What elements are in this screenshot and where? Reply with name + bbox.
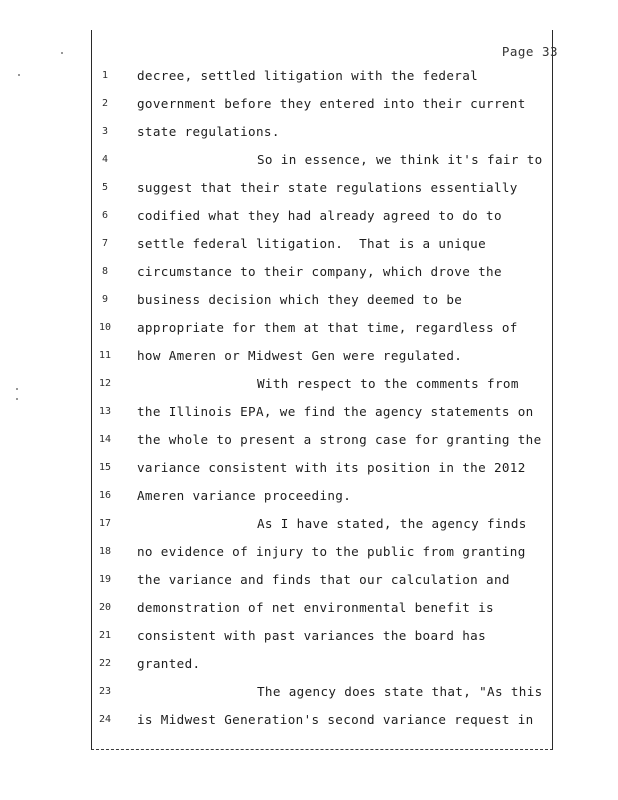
transcript-line (0, 594, 618, 622)
transcript-line (0, 678, 618, 706)
line-text: the Illinois EPA, we find the agency statements on (137, 404, 534, 419)
line-text: granted. (137, 656, 201, 671)
transcript-line (0, 118, 618, 146)
transcript-lines (0, 62, 618, 734)
transcript-line (0, 650, 618, 678)
line-number: 24 (98, 714, 112, 725)
line-number: 9 (101, 294, 109, 305)
line-number: 15 (98, 462, 112, 473)
line-text: circumstance to their company, which drove the (137, 264, 502, 279)
line-text: So in essence, we think it's fair to (257, 152, 543, 167)
line-text: demonstration of net environmental benefit is (137, 600, 494, 615)
line-text: business decision which they deemed to be (137, 292, 463, 307)
line-number: 5 (101, 182, 109, 193)
transcript-line (0, 426, 618, 454)
line-number: 17 (98, 518, 112, 529)
transcript-line (0, 622, 618, 650)
line-text: With respect to the comments from (257, 376, 519, 391)
transcript-line (0, 370, 618, 398)
line-text: suggest that their state regulations essentially (137, 180, 518, 195)
transcript-line (0, 454, 618, 482)
transcript-line (0, 230, 618, 258)
line-text: variance consistent with its position in the 2012 (137, 460, 526, 475)
line-number: 1 (101, 70, 109, 81)
transcript-line (0, 314, 618, 342)
transcript-line (0, 482, 618, 510)
line-number: 20 (98, 602, 112, 613)
line-number: 2 (101, 98, 109, 109)
line-text: codified what they had already agreed to do to (137, 208, 502, 223)
line-number: 6 (101, 210, 109, 221)
line-number: 23 (98, 686, 112, 697)
line-number: 10 (98, 322, 112, 333)
line-number: 22 (98, 658, 112, 669)
line-number: 12 (98, 378, 112, 389)
transcript-line (0, 342, 618, 370)
line-text: no evidence of injury to the public from granting (137, 544, 526, 559)
transcript-line (0, 706, 618, 734)
line-text: the whole to present a strong case for granting the (137, 432, 542, 447)
transcript-line (0, 566, 618, 594)
line-number: 13 (98, 406, 112, 417)
transcript-line (0, 62, 618, 90)
line-number: 14 (98, 434, 112, 445)
line-text: how Ameren or Midwest Gen were regulated. (137, 348, 463, 363)
line-text: Ameren variance proceeding. (137, 488, 352, 503)
line-text: decree, settled litigation with the federal (137, 68, 479, 83)
line-number: 4 (101, 154, 109, 165)
line-number: 18 (98, 546, 112, 557)
line-number: 21 (98, 630, 112, 641)
transcript-line (0, 286, 618, 314)
line-text: is Midwest Generation's second variance request in (137, 712, 534, 727)
transcript-line (0, 146, 618, 174)
line-text: the variance and finds that our calculation and (137, 572, 510, 587)
transcript-line (0, 202, 618, 230)
transcript-line (0, 538, 618, 566)
line-number: 3 (101, 126, 109, 137)
line-text: state regulations. (137, 124, 280, 139)
line-number: 16 (98, 490, 112, 501)
line-number: 8 (101, 266, 109, 277)
line-text: consistent with past variances the board has (137, 628, 487, 643)
scan-speck (61, 52, 63, 54)
transcript-line (0, 174, 618, 202)
line-text: government before they entered into their current (137, 96, 526, 111)
line-text: appropriate for them at that time, regardless of (137, 320, 518, 335)
line-text: The agency does state that, "As this (257, 684, 543, 699)
line-number: 19 (98, 574, 112, 585)
page-number: Page 33 (501, 44, 558, 59)
line-text: As I have stated, the agency finds (257, 516, 527, 531)
transcript-line (0, 510, 618, 538)
transcript-line (0, 258, 618, 286)
transcript-line (0, 398, 618, 426)
transcript-line (0, 90, 618, 118)
line-number: 7 (101, 238, 109, 249)
line-text: settle federal litigation. That is a unique (137, 236, 487, 251)
line-number: 11 (98, 350, 112, 361)
